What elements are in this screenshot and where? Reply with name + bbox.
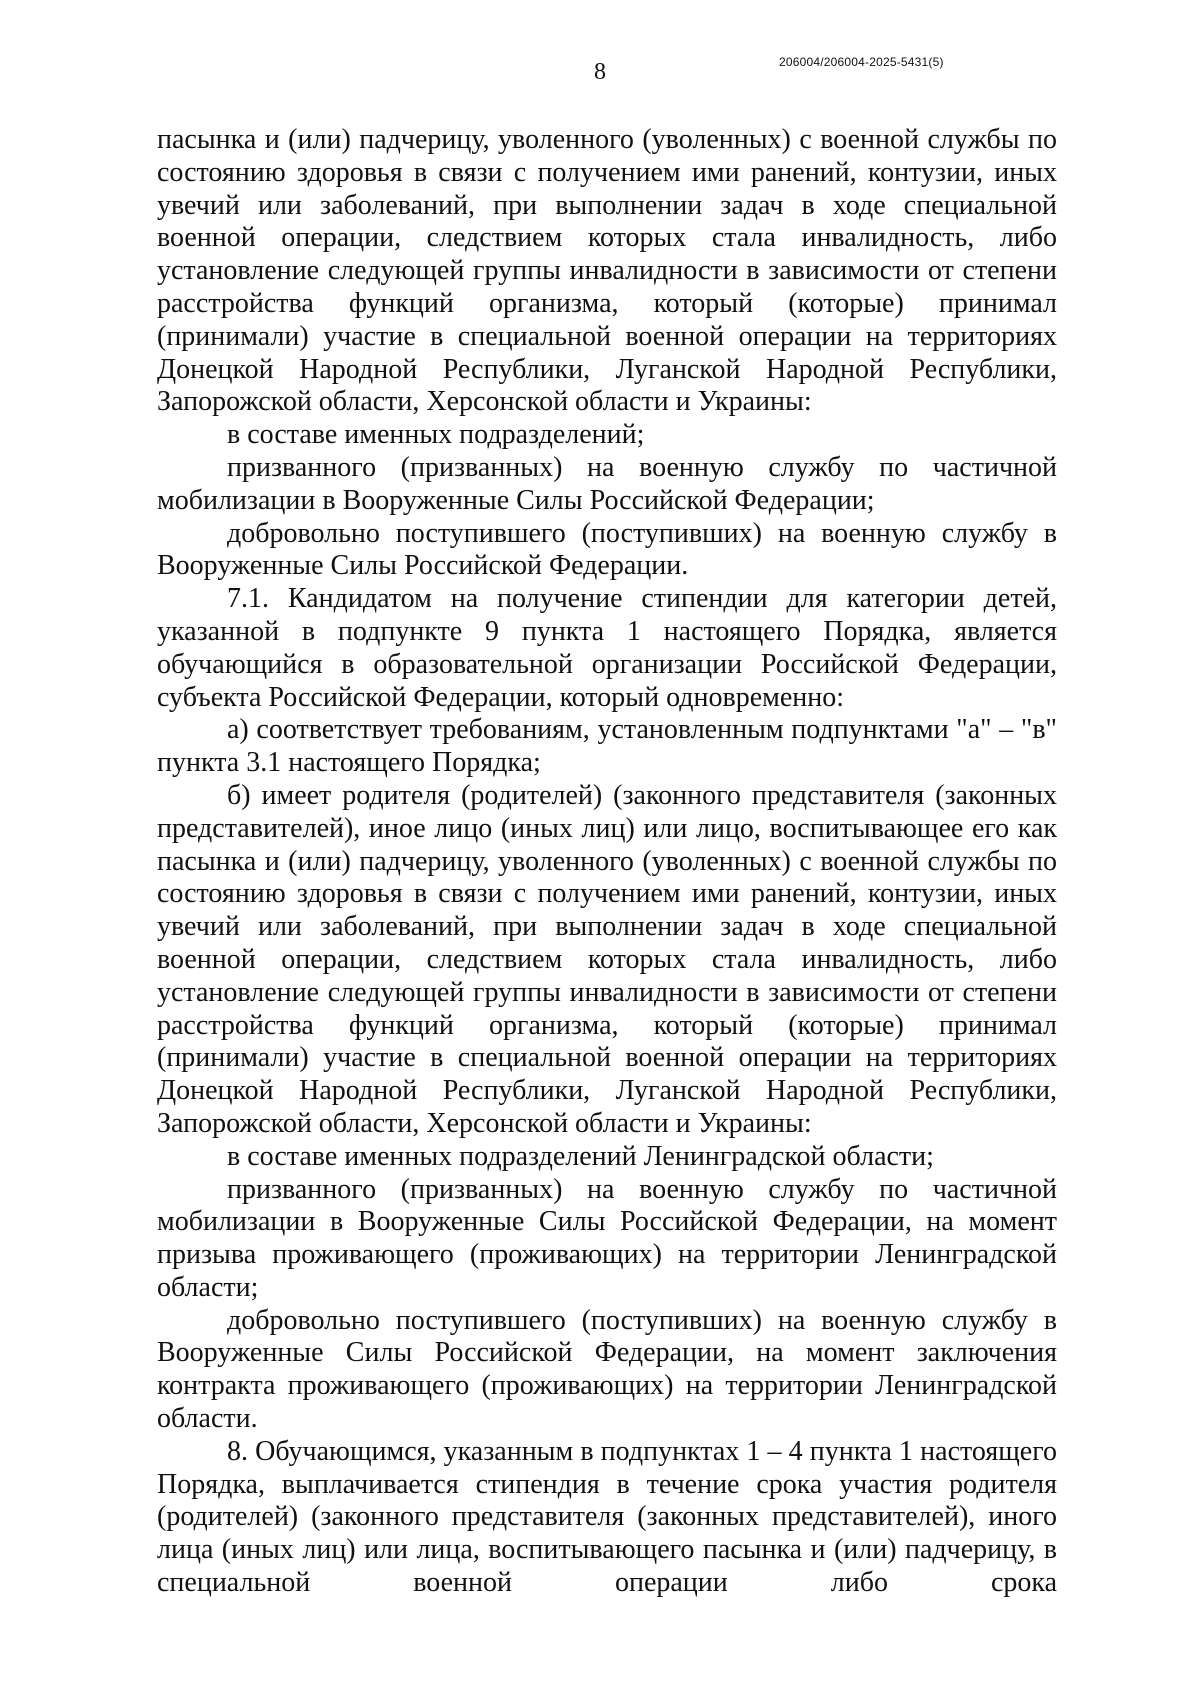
page-number: 8: [594, 59, 606, 85]
paragraph-7-1-a: а) соответствует требованиям, установленным подпунктами "а" – "в" пункта 3.1 настоящего Порядка;: [157, 714, 1057, 779]
paragraph-continuation: пасынка и (или) падчерицу, уволенного (уволенных) с военной службы по состоянию здоровья в связи с получением ими ранений, контузии, иных увечий или заболеваний, при выполнении задач в ходе специальной военной операции, следствием которых стала инвалидность, либо установление следующей группы инвалидности в зависимости от степени расстройства функций организма, который (которые) принимал (принимали) участие в специальной военной операции на территориях Донецкой Народной Республики, Луганской Народной Республики, Запорожской области, Херсонской области и Украины:: [157, 124, 1057, 418]
paragraph-7-1: 7.1. Кандидатом на получение стипендии для категории детей, указанной в подпункте 9 пункта 1 настоящего Порядка, является обучающийся в образовательной организации Российской Федерации, субъекта Российской Федерации, который одновременно:: [157, 583, 1057, 713]
document-body: [157, 124, 1057, 1600]
paragraph-named-units: в составе именных подразделений;: [227, 419, 645, 451]
paragraph-named-units-leningrad: в составе именных подразделений Ленинградской области;: [227, 1140, 934, 1172]
document-code: 206004/206004-2025-5431(5): [779, 55, 944, 69]
paragraph-7-1-b: б) имеет родителя (родителей) (законного представителя (законных представителей), иное лицо (иных лиц) или лицо, воспитывающее его как пасынка и (или) падчерицу, уволенного (уволенных) с военной службы по состоянию здоровья в связи с получением ими ранений, контузии, иных увечий или заболеваний, при выполнении задач в ходе специальной военной операции, следствием которых стала инвалидность, либо установление следующей группы инвалидности в зависимости от степени расстройства функций организма, который (которые) принимал (принимали) участие в специальной военной операции на территориях Донецкой Народной Республики, Луганской Народной Республики, Запорожской области, Херсонской области и Украины:: [157, 779, 1057, 1139]
paragraph-volunteer-leningrad: добровольно поступившего (поступивших) на военную службу в Вооруженные Силы Российской Федерации, на момент заключения контракта проживающего (проживающих) на территории Ленинградской области.: [157, 1304, 1057, 1435]
paragraph-mobilized-leningrad: призванного (призванных) на военную службу по частичной мобилизации в Вооруженные Силы Российской Федерации, на момент призыва проживающего (проживающих) на территории Ленинградской области;: [157, 1173, 1057, 1303]
paragraph-mobilized: призванного (призванных) на военную службу по частичной мобилизации в Вооруженные Силы Российской Федерации;: [157, 451, 1057, 516]
paragraph-volunteer: добровольно поступившего (поступивших) на военную службу в Вооруженные Силы Российской Федерации.: [157, 517, 1057, 582]
paragraph-8: 8. Обучающимся, указанным в подпунктах 1 – 4 пункта 1 настоящего Порядка, выплачивается стипендия в течение срока участия родителя (родителей) (законного представителя (законных представителей), иного лица (иных лиц) или лица, воспитывающего пасынка и (или) падчерицу, в специальной военной операции либо срока: [157, 1435, 1057, 1599]
